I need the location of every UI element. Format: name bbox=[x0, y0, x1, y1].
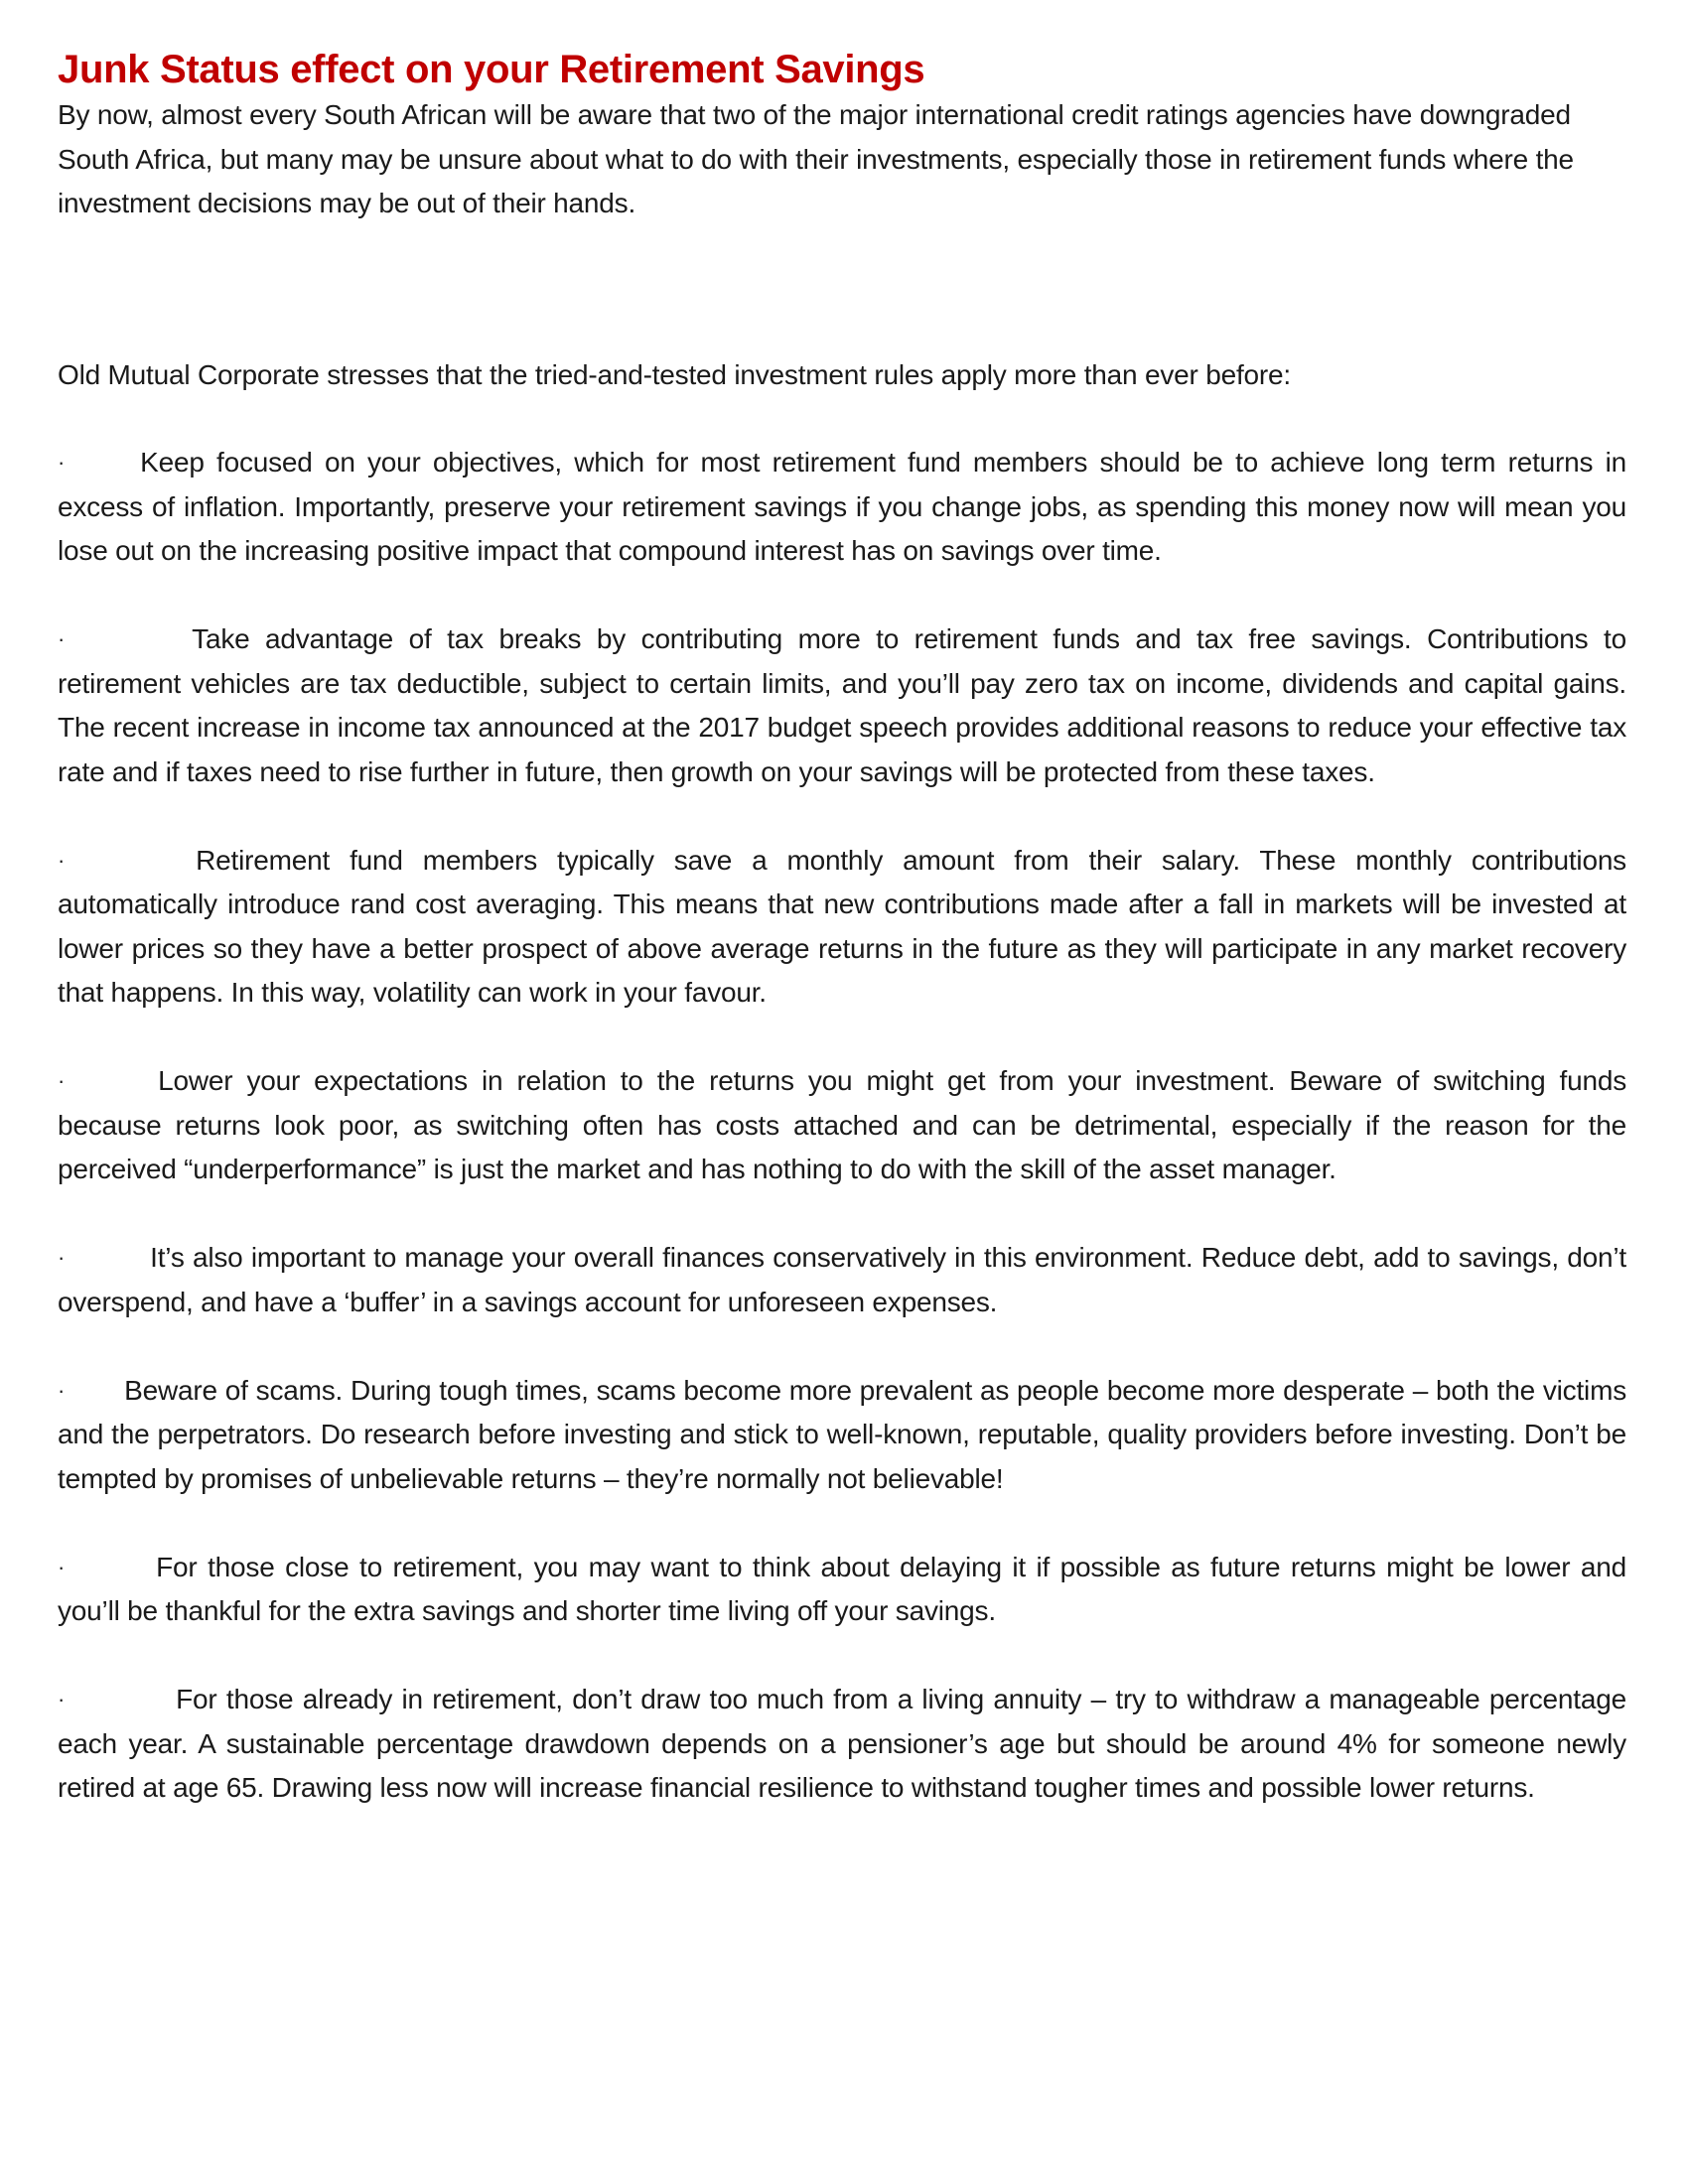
bullet-icon: · bbox=[58, 1068, 66, 1093]
list-item-text: It’s also important to manage your overall finances conservatively in this environment. Reduce debt, add to savings, don’t overspend, and have a ‘buffer’ in a savings account for unforeseen expenses. bbox=[58, 1242, 1626, 1317]
document-title: Junk Status effect on your Retirement Savings bbox=[58, 48, 925, 91]
list-item bbox=[58, 617, 1626, 794]
list-item-text: Retirement fund members typically save a monthly amount from their salary. These monthly contributions automatically introduce rand cost averaging. This means that new contributions made after a fall in markets will be invested at lower prices so they have a better prospect of above average returns in the future as they will participate in any market recovery that happens. In this way, volatility can work in your favour. bbox=[58, 844, 1626, 1008]
bullet-icon: · bbox=[58, 1687, 66, 1711]
list-item bbox=[58, 1236, 1626, 1324]
list-item-text: For those close to retirement, you may want to think about delaying it if possible as future returns might be lower and you’ll be thankful for the extra savings and shorter time living off your savings. bbox=[58, 1551, 1626, 1626]
list-item-text: Lower your expectations in relation to the returns you might get from your investment. Beware of switching funds because returns look poor, as switching often has costs attached and can be detrimental, especially if the reason for the perceived “underperformance” is just the market and has nothing to do with the skill of the asset manager. bbox=[58, 1065, 1626, 1184]
bullet-icon: · bbox=[58, 1554, 66, 1579]
list-item bbox=[58, 1546, 1626, 1634]
list-item-text: Keep focused on your objectives, which for most retirement fund members should be to achieve long term returns in excess of inflation. Importantly, preserve your retirement savings if you change jobs, as spending this money now will mean you lose out on the increasing positive impact that compound interest has on savings over time. bbox=[58, 447, 1626, 566]
intro-paragraph: By now, almost every South African will be aware that two of the major international credit ratings agencies have downgraded South Africa, but many may be unsure about what to do with their investments, especially those in retirement funds where the investment decisions may be out of their hands. bbox=[58, 99, 1574, 218]
bullet-icon: · bbox=[58, 1245, 66, 1270]
list-item bbox=[58, 441, 1626, 574]
advice-list bbox=[58, 441, 1626, 1811]
bullet-icon: · bbox=[58, 450, 66, 475]
list-item bbox=[58, 1369, 1626, 1502]
list-item-text: Beware of scams. During tough times, scams become more prevalent as people become more desperate – both the victims and the perpetrators. Do research before investing and stick to well-known, reputable, quality providers before investing. Don’t be tempted by promises of unbelievable returns – they’re normally not believable! bbox=[58, 1374, 1626, 1494]
bullet-icon: · bbox=[58, 1377, 66, 1403]
list-item-text: For those already in retirement, don’t draw too much from a living annuity – try to withdraw a manageable percentage each year. A sustainable percentage drawdown depends on a pensioner’s age but should be around 4% for someone newly retired at age 65. Drawing less now will increase financial resilience to withstand tougher times and possible lower returns. bbox=[58, 1684, 1626, 1803]
list-item bbox=[58, 1678, 1626, 1811]
list-item-text: Take advantage of tax breaks by contributing more to retirement funds and tax free savings. Contributions to retirement vehicles are tax deductible, subject to certain limits, and you’ll pay zero tax on income, dividends and capital gains. The recent increase in income tax announced at the 2017 budget speech provides additional reasons to reduce your effective tax rate and if taxes need to rise further in future, then growth on your savings will be protected from these taxes. bbox=[58, 623, 1626, 787]
list-item bbox=[58, 839, 1626, 1016]
bullet-icon: · bbox=[58, 847, 66, 873]
lead-paragraph: Old Mutual Corporate stresses that the tried-and-tested investment rules apply more than ever before: bbox=[58, 358, 1291, 390]
bullet-icon: · bbox=[58, 626, 66, 651]
document-page bbox=[58, 46, 1626, 1854]
list-item bbox=[58, 1059, 1626, 1192]
